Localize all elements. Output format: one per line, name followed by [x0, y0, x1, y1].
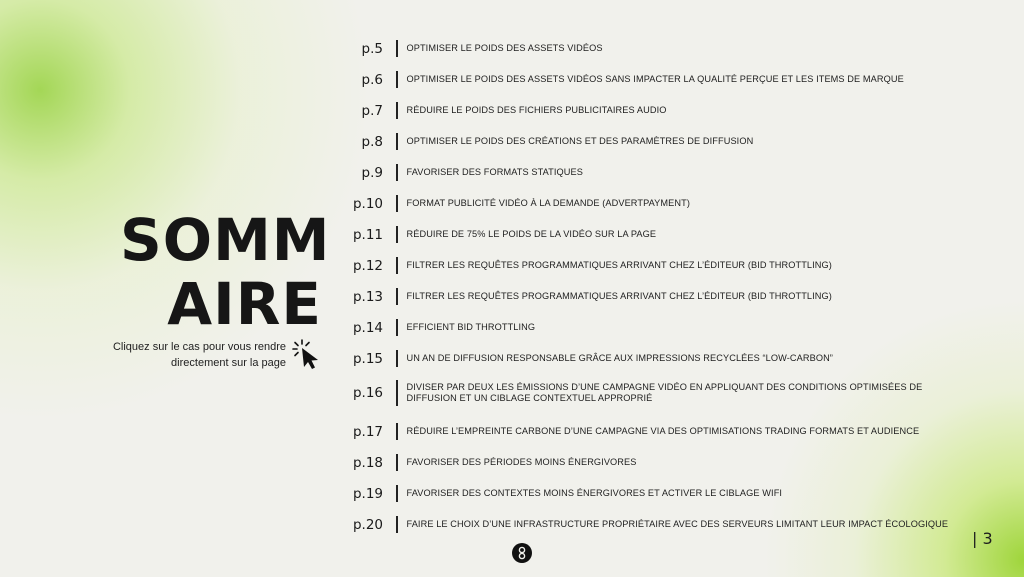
toc-title: FILTRER LES REQUÊTES PROGRAMMATIQUES ARRIVANT CHEZ L’ÉDITEUR (BID THROTTLING): [406, 291, 832, 301]
toc-title: RÉDUIRE L’EMPREINTE CARBONE D’UNE CAMPAGNE VIA DES OPTIMISATIONS TRADING FORMATS ET AUDIENCE: [406, 426, 920, 436]
toc-separator: [396, 485, 398, 502]
toc-page-number: p.17: [352, 423, 383, 440]
toc-separator: [396, 71, 398, 88]
toc-item[interactable]: [340, 102, 980, 119]
toc-page-number: p.18: [352, 454, 383, 471]
toc-item[interactable]: [340, 319, 980, 336]
toc-separator: [396, 40, 398, 57]
toc-item[interactable]: [340, 380, 980, 406]
brand-logo-icon: [512, 543, 532, 563]
toc-page-number: p.20: [352, 516, 383, 533]
toc-page-number: p.12: [352, 257, 383, 274]
toc-item[interactable]: [340, 133, 980, 150]
toc-title: FAIRE LE CHOIX D’UNE INFRASTRUCTURE PROPRIÉTAIRE AVEC DES SERVEURS LIMITANT LEUR IMPACT ÉCOLOGIQUE: [406, 519, 949, 529]
toc-separator: [396, 257, 398, 274]
toc-item[interactable]: [340, 423, 980, 440]
toc-separator: [396, 164, 398, 181]
toc-separator: [396, 423, 398, 440]
toc-separator: [396, 195, 398, 212]
toc-page-number: p.9: [361, 164, 383, 181]
toc-title: FAVORISER DES PÉRIODES MOINS ÉNERGIVORES: [406, 457, 637, 467]
toc-title: FAVORISER DES CONTEXTES MOINS ÉNERGIVORES ET ACTIVER LE CIBLAGE WIFI: [406, 488, 783, 498]
toc-title: DIVISER PAR DEUX LES ÉMISSIONS D’UNE CAMPAGNE VIDÉO EN APPLIQUANT DES CONDITIONS OPTIMISÉES DE DIFFUSION ET UN CIBLAGE CONTEXTUEL APPROPRIÉ: [406, 382, 923, 403]
toc-page-number: p.16: [352, 385, 383, 401]
toc-page-number: p.19: [352, 485, 383, 502]
toc-title: UN AN DE DIFFUSION RESPONSABLE GRÂCE AUX IMPRESSIONS RECYCLÉES “LOW-CARBON”: [406, 353, 833, 363]
page-number: | 3: [972, 529, 993, 548]
toc-page-number: p.15: [352, 350, 383, 367]
toc-page-number: p.7: [361, 102, 383, 119]
toc-separator: [396, 350, 398, 367]
toc-page-number: p.8: [361, 133, 383, 150]
toc-item[interactable]: [340, 40, 980, 57]
toc-item[interactable]: [340, 164, 980, 181]
toc-separator: [396, 102, 398, 119]
toc-title: OPTIMISER LE POIDS DES ASSETS VIDÉOS: [406, 43, 603, 53]
toc-page-number: p.6: [361, 71, 383, 88]
toc-page-number: p.10: [352, 195, 383, 212]
toc-title: EFFICIENT BID THROTTLING: [406, 322, 536, 332]
toc-page-number: p.11: [352, 226, 383, 243]
toc-title: RÉDUIRE DE 75% LE POIDS DE LA VIDÉO SUR LA PAGE: [406, 229, 657, 239]
toc-item[interactable]: [340, 516, 980, 533]
toc-page-number: p.14: [352, 319, 383, 336]
toc-item[interactable]: [340, 71, 980, 88]
toc-separator: [396, 319, 398, 336]
toc-item[interactable]: [340, 288, 980, 305]
navigation-hint: Cliquez sur le cas pour vous rendre directement sur la page: [112, 341, 286, 369]
toc-separator: [396, 380, 398, 406]
page-title: [120, 206, 331, 338]
toc-page-number: p.13: [352, 288, 383, 305]
toc-item[interactable]: [340, 454, 980, 471]
toc-separator: [396, 133, 398, 150]
toc-item[interactable]: [340, 350, 980, 367]
toc-item[interactable]: [340, 195, 980, 212]
toc-separator: [396, 226, 398, 243]
toc-item[interactable]: [340, 257, 980, 274]
toc-title: OPTIMISER LE POIDS DES CRÉATIONS ET DES PARAMÈTRES DE DIFFUSION: [406, 136, 754, 146]
cursor-click-icon: [292, 338, 324, 370]
toc-separator: [396, 516, 398, 533]
toc-title: FORMAT PUBLICITÉ VIDÉO À LA DEMANDE (ADVERTPAYMENT): [406, 198, 690, 208]
toc-title: FAVORISER DES FORMATS STATIQUES: [406, 167, 583, 177]
title-line-1: SOMM: [120, 206, 331, 274]
toc-item[interactable]: [340, 485, 980, 502]
toc-title: RÉDUIRE LE POIDS DES FICHIERS PUBLICITAIRES AUDIO: [406, 105, 667, 115]
toc-page-number: p.5: [361, 40, 383, 57]
toc-separator: [396, 288, 398, 305]
title-line-2: AIRE: [167, 270, 322, 338]
toc-item[interactable]: [340, 226, 980, 243]
toc-separator: [396, 454, 398, 471]
toc-title: FILTRER LES REQUÊTES PROGRAMMATIQUES ARRIVANT CHEZ L’ÉDITEUR (BID THROTTLING): [406, 260, 832, 270]
toc-title: OPTIMISER LE POIDS DES ASSETS VIDÉOS SANS IMPACTER LA QUALITÉ PERÇUE ET LES ITEMS DE MARQUE: [406, 74, 904, 84]
